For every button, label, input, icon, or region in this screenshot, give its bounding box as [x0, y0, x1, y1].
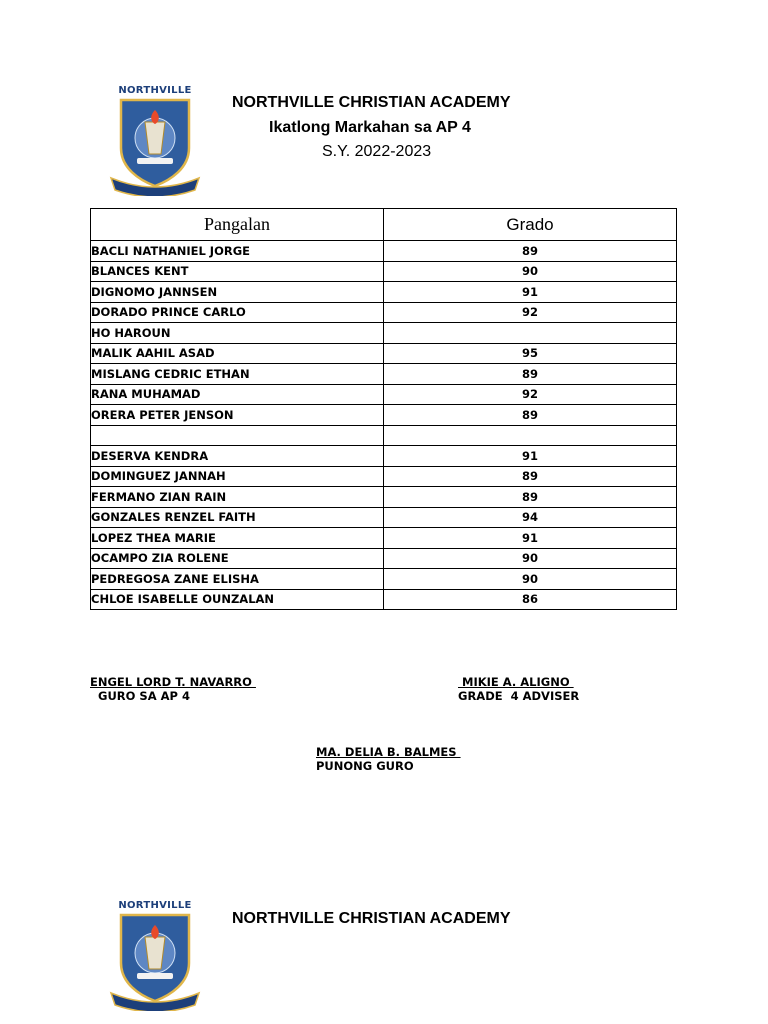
- adviser-signature: [458, 675, 579, 703]
- table-row: [91, 323, 677, 344]
- grade-cell: 91: [384, 528, 677, 549]
- student-name-cell: BLANCES KENT: [91, 261, 384, 282]
- student-name-cell: HO HAROUN: [91, 323, 384, 344]
- teacher-role: GURO SA AP 4: [90, 689, 190, 703]
- table-row: [91, 384, 677, 405]
- grade-cell: 89: [384, 241, 677, 262]
- student-name-cell: ORERA PETER JENSON: [91, 405, 384, 426]
- grade-cell: 89: [384, 364, 677, 385]
- table-row: [91, 589, 677, 610]
- grade-cell: 92: [384, 384, 677, 405]
- student-name-cell: LOPEZ THEA MARIE: [91, 528, 384, 549]
- grade-cell: 90: [384, 569, 677, 590]
- student-name-cell: DOMINGUEZ JANNAH: [91, 466, 384, 487]
- grade-cell: 89: [384, 466, 677, 487]
- table-row: [91, 261, 677, 282]
- student-name-cell: MISLANG CEDRIC ETHAN: [91, 364, 384, 385]
- grade-cell: 89: [384, 487, 677, 508]
- grade-cell: 90: [384, 548, 677, 569]
- logo-wordmark: NORTHVILLE: [118, 85, 192, 96]
- table-row: [91, 548, 677, 569]
- grade-cell: 95: [384, 343, 677, 364]
- adviser-role: GRADE 4 ADVISER: [458, 689, 580, 703]
- student-name-cell: FERMANO ZIAN RAIN: [91, 487, 384, 508]
- school-name: NORTHVILLE CHRISTIAN ACADEMY: [232, 94, 511, 111]
- principal-role: PUNONG GURO: [316, 759, 414, 773]
- student-name-cell: DESERVA KENDRA: [91, 446, 384, 467]
- student-name-cell: CHLOE ISABELLE OUNZALAN: [91, 589, 384, 610]
- table-row: [91, 425, 677, 446]
- footer-school-crest-icon: [109, 911, 201, 1011]
- grade-cell: 94: [384, 507, 677, 528]
- student-name-cell: GONZALES RENZEL FAITH: [91, 507, 384, 528]
- student-name-cell: OCAMPO ZIA ROLENE: [91, 548, 384, 569]
- school-crest-icon: [109, 96, 201, 196]
- adviser-name: MIKIE A. ALIGNO: [458, 675, 574, 689]
- column-header-name: Pangalan: [91, 209, 384, 241]
- teacher-name: ENGEL LORD T. NAVARRO: [90, 675, 256, 689]
- principal-signature: [316, 745, 461, 773]
- footer-school-name: NORTHVILLE CHRISTIAN ACADEMY: [232, 910, 511, 927]
- student-name-cell: PEDREGOSA ZANE ELISHA: [91, 569, 384, 590]
- table-row: [91, 282, 677, 303]
- table-row: [91, 466, 677, 487]
- column-header-grade: Grado: [384, 209, 677, 241]
- grade-cell: 92: [384, 302, 677, 323]
- grade-cell: 91: [384, 282, 677, 303]
- grade-cell: [384, 323, 677, 344]
- footer-school-logo: [108, 900, 202, 1011]
- principal-name: MA. DELIA B. BALMES: [316, 745, 461, 759]
- grade-cell: 90: [384, 261, 677, 282]
- table-row: [91, 528, 677, 549]
- table-row: [91, 487, 677, 508]
- grade-cell: 91: [384, 446, 677, 467]
- grade-cell: [384, 425, 677, 446]
- table-row: [91, 364, 677, 385]
- table-row: [91, 569, 677, 590]
- table-row: [91, 241, 677, 262]
- teacher-signature: [90, 675, 256, 703]
- grade-cell: 89: [384, 405, 677, 426]
- report-subtitle: Ikatlong Markahan sa AP 4: [269, 119, 471, 136]
- school-logo: [108, 85, 202, 196]
- student-name-cell: DIGNOMO JANNSEN: [91, 282, 384, 303]
- table-row: [91, 405, 677, 426]
- student-name-cell: DORADO PRINCE CARLO: [91, 302, 384, 323]
- student-name-cell: [91, 425, 384, 446]
- student-name-cell: BACLI NATHANIEL JORGE: [91, 241, 384, 262]
- grade-cell: 86: [384, 589, 677, 610]
- school-year: S.Y. 2022-2023: [322, 143, 432, 160]
- table-row: [91, 507, 677, 528]
- table-header-row: [91, 209, 677, 241]
- grades-table: [90, 208, 677, 610]
- student-name-cell: RANA MUHAMAD: [91, 384, 384, 405]
- table-row: [91, 446, 677, 467]
- student-name-cell: MALIK AAHIL ASAD: [91, 343, 384, 364]
- footer-logo-wordmark: NORTHVILLE: [118, 900, 192, 911]
- table-row: [91, 302, 677, 323]
- table-row: [91, 343, 677, 364]
